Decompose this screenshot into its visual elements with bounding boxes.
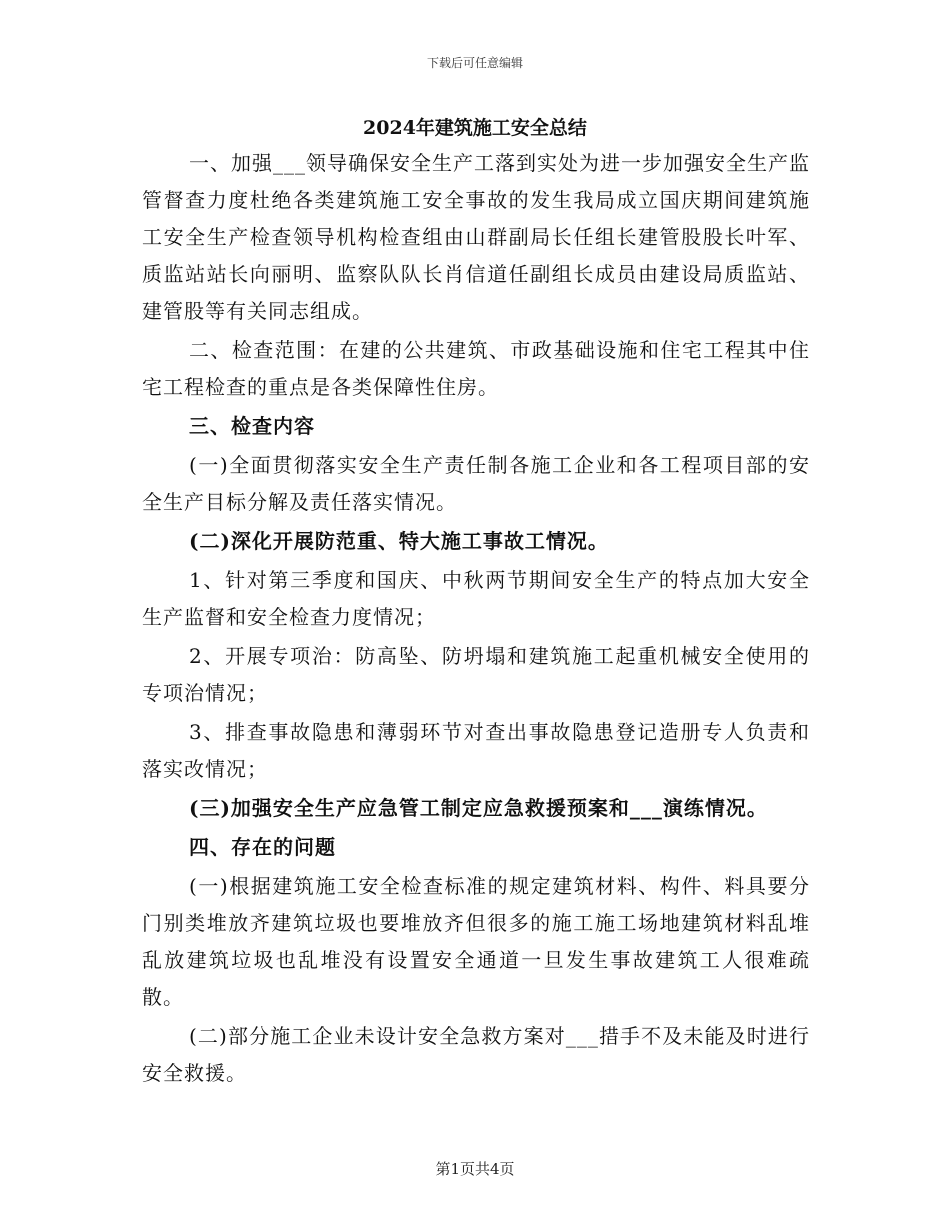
paragraph-problem-rescue: (二)部分施工企业未设计安全急救方案对___措手不及未能及时进行安全救援。: [142, 1024, 810, 1085]
section-heading-content: 三、检查内容: [189, 414, 315, 438]
list-item-supervision: 1、针对第三季度和国庆、中秋两节期间安全生产的特点加大安全生产监督和安全检查力度情况；: [142, 568, 810, 629]
document-body: [142, 145, 810, 1092]
section-heading-problems: 四、存在的问题: [189, 835, 336, 859]
page-footer: 第1页共4页: [435, 1160, 515, 1178]
paragraph-leadership: 一、加强___领导确保安全生产工落到实处为进一步加强安全生产监管督查力度杜绝各类建筑施工安全事故的发生我局成立国庆期间建筑施工安全生产检查领导机构检查组由山群副局长任组长建管股股长叶军、质监站站长向丽明、监察队队长肖信道任副组长成员由建设局质监站、建管股等有关同志组成。: [142, 151, 810, 323]
subheading-accident-prevention: (二)深化开展防范重、特大施工事故工情况。: [189, 529, 609, 553]
subheading-emergency: (三)加强安全生产应急管工制定应急救援预案和___演练情况。: [189, 796, 768, 820]
list-item-hazard-check: 3、排查事故隐患和薄弱环节对查出事故隐患登记造册专人负责和落实改情况；: [142, 720, 810, 781]
paragraph-responsibility: (一)全面贯彻落实安全生产责任制各施工企业和各工程项目部的安全生产目标分解及责任落实情况。: [142, 453, 810, 514]
document-title: 2024年建筑施工安全总结: [363, 117, 587, 139]
paragraph-scope: 二、检查范围：在建的公共建筑、市政基础设施和住宅工程其中住宅工程检查的重点是各类保障性住房。: [142, 338, 810, 399]
header-note: 下载后可任意编辑: [426, 56, 523, 70]
paragraph-problem-materials: (一)根据建筑施工安全检查标准的规定建筑材料、构件、料具要分门别类堆放齐建筑垃圾也要堆放齐但很多的施工施工场地建筑材料乱堆乱放建筑垃圾也乱堆没有设置安全通道一旦发生事故建筑工人很难疏散。: [142, 874, 810, 1009]
list-item-special-governance: 2、开展专项治：防高坠、防坍塌和建筑施工起重机械安全使用的专项治情况；: [142, 644, 810, 705]
